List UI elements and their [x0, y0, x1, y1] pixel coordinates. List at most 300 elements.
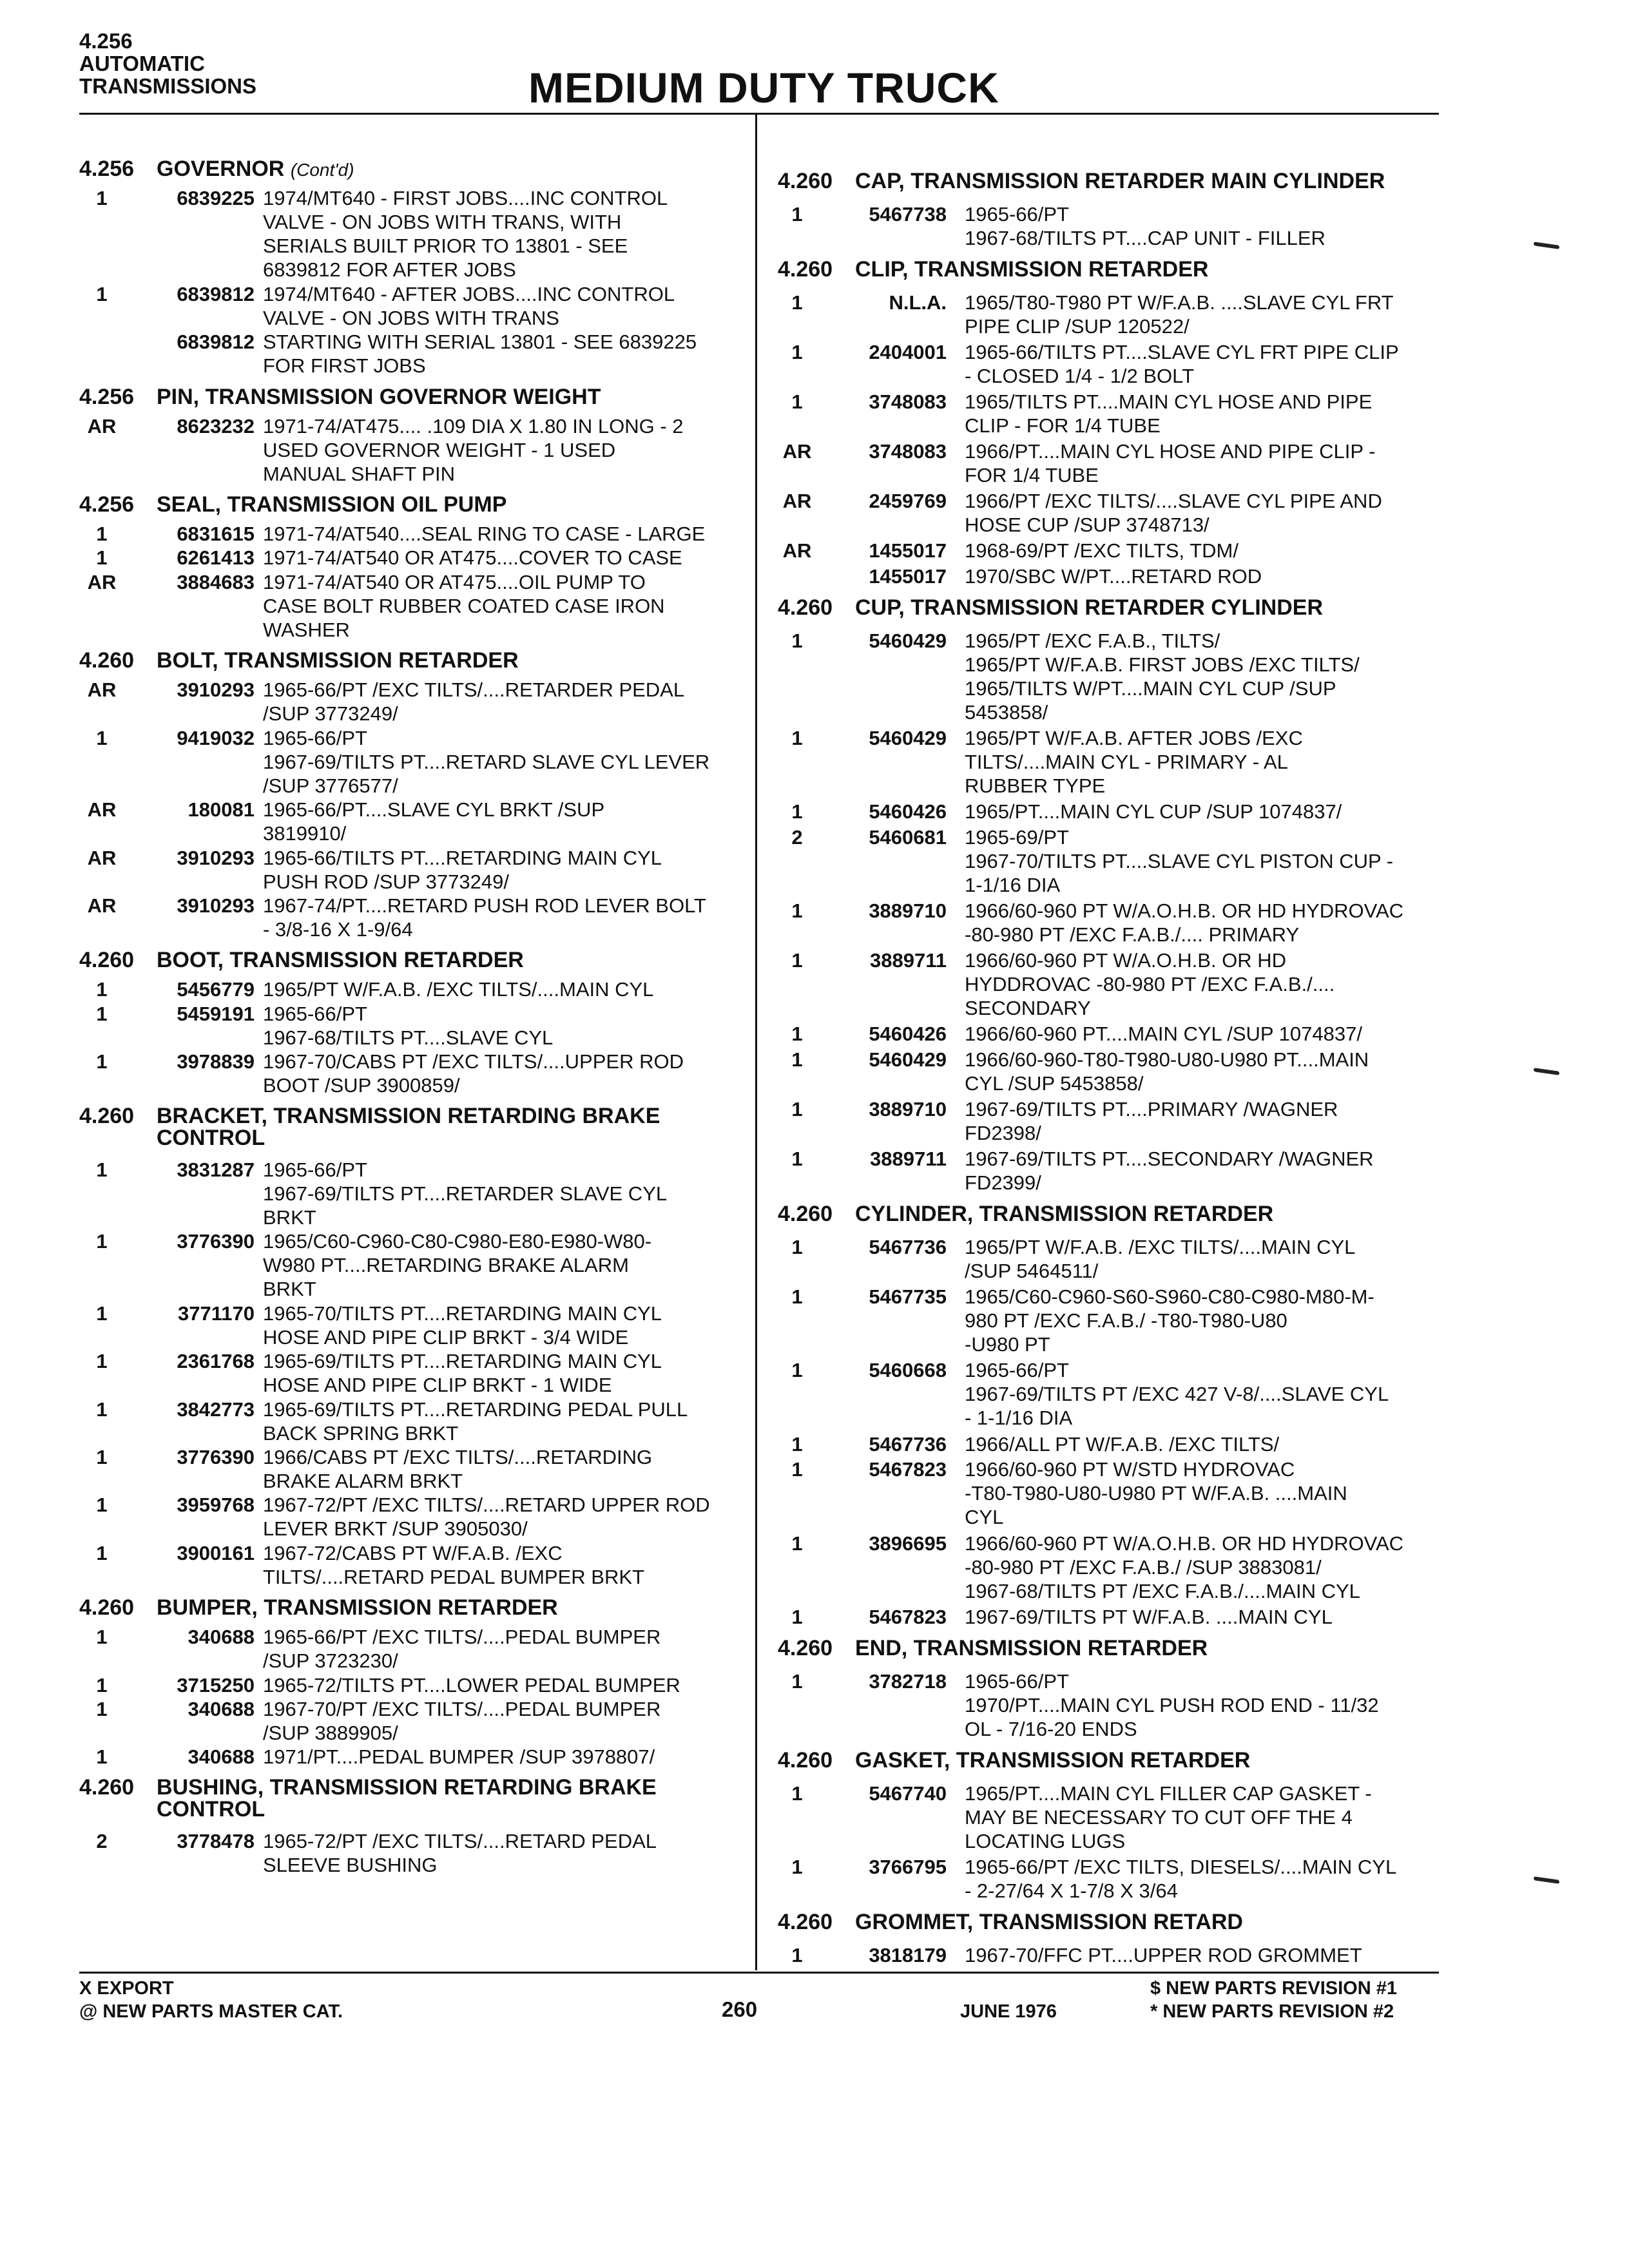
part-number: 3776390	[177, 1446, 255, 1468]
footer-divider	[79, 1972, 1439, 1974]
description-line: HOSE CUP /SUP 3748713/	[965, 514, 1210, 536]
description-line: 1965-66/TILTS PT....RETARDING MAIN CYL	[263, 846, 662, 869]
description-line: MANUAL SHAFT PIN	[263, 462, 455, 485]
part-description	[263, 678, 727, 726]
part-description	[263, 570, 727, 642]
quantity: AR	[87, 678, 117, 702]
quantity: 1	[791, 1458, 803, 1481]
part-description	[965, 800, 1429, 823]
section-number: 4.260	[79, 648, 135, 673]
footer-legend-revision-2: * NEW PARTS REVISION #2	[1150, 2001, 1394, 2022]
description-line: 1965-66/PT	[965, 1359, 1069, 1382]
quantity: 1	[96, 726, 108, 749]
description-line: 1966/60-960-T80-T980-U80-U980 PT....MAIN	[965, 1048, 1369, 1072]
quantity: 1	[791, 1098, 803, 1121]
part-description	[263, 1158, 727, 1229]
quantity: 1	[96, 978, 108, 1001]
description-line: FOR 1/4 TUBE	[965, 464, 1099, 486]
quantity: 1	[96, 1398, 108, 1421]
description-line: 1965-66/PT /EXC TILTS, DIESELS/....MAIN CYL	[965, 1856, 1397, 1878]
part-description	[263, 186, 727, 282]
part-number: 3889711	[870, 949, 947, 972]
section-heading	[79, 1104, 660, 1128]
part-number: 3766795	[869, 1856, 947, 1878]
part-number: 3884683	[177, 570, 255, 593]
description-line: 1965-66/PT....SLAVE CYL BRKT /SUP	[263, 798, 605, 822]
section-heading	[79, 157, 354, 182]
section-title-continuation: CONTROL	[157, 1797, 265, 1822]
description-line: 1965/TILTS PT....MAIN CYL HOSE AND PIPE	[965, 390, 1373, 413]
part-number: 3910293	[177, 678, 255, 702]
description-line: 1965/PT W/F.A.B. /EXC TILTS/....MAIN CYL	[263, 978, 654, 1001]
description-line: 1965-66/PT	[965, 1669, 1069, 1693]
description-line: 1965-66/PT	[263, 1002, 367, 1025]
quantity: AR	[87, 798, 117, 822]
part-number: 3715250	[177, 1673, 255, 1696]
part-number: 3889710	[869, 1098, 947, 1121]
description-line: 1970/SBC W/PT....RETARD ROD	[965, 564, 1262, 588]
description-line: 1965-66/PT	[263, 726, 367, 749]
part-description	[965, 948, 1429, 1020]
quantity: AR	[87, 846, 117, 869]
part-number: 3831287	[177, 1158, 255, 1181]
part-number: 340688	[188, 1626, 255, 1649]
part-number: 3978839	[177, 1050, 255, 1073]
description-line: 1971-74/AT540 OR AT475....COVER TO CASE	[263, 546, 682, 570]
part-description	[965, 1048, 1429, 1095]
description-line: /SUP 3776577/	[263, 774, 398, 797]
part-number: 3748083	[869, 440, 947, 463]
description-line: /SUP 3723230/	[263, 1649, 398, 1673]
margin-revision-mark	[1534, 1876, 1559, 1884]
quantity: 1	[791, 1236, 803, 1259]
description-line: 1971/PT....PEDAL BUMPER /SUP 3978807/	[263, 1745, 655, 1769]
quantity: AR	[782, 490, 812, 512]
part-number: 5467735	[869, 1285, 947, 1309]
part-description	[965, 564, 1429, 588]
part-number: 3959768	[177, 1494, 255, 1517]
section-title: CLIP, TRANSMISSION RETARDER	[855, 257, 1209, 282]
part-number: 5460426	[869, 1023, 947, 1046]
description-line: 1967-69/TILTS PT....PRIMARY /WAGNER	[965, 1098, 1338, 1121]
description-line: 1965/PT....MAIN CYL FILLER CAP GASKET -	[965, 1782, 1372, 1805]
part-description	[263, 522, 727, 546]
description-line: -80-980 PT /EXC F.A.B./.... PRIMARY	[965, 923, 1300, 947]
quantity: 1	[96, 546, 108, 570]
quantity: 1	[96, 1446, 108, 1468]
section-title: CAP, TRANSMISSION RETARDER MAIN CYLINDER	[855, 169, 1385, 193]
description-line: BACK SPRING BRKT	[263, 1421, 459, 1445]
part-description	[965, 1782, 1429, 1853]
quantity: 1	[791, 341, 803, 363]
section-title: BUMPER, TRANSMISSION RETARDER	[157, 1595, 558, 1620]
part-number: 3910293	[177, 894, 255, 917]
page-title: MEDIUM DUTY TRUCK	[528, 64, 999, 111]
part-description	[263, 1673, 727, 1697]
part-number: 5460668	[869, 1359, 947, 1382]
description-line: SECONDARY	[965, 997, 1091, 1020]
description-line: 1967-74/PT....RETARD PUSH ROD LEVER BOLT	[263, 894, 706, 917]
quantity: 1	[791, 727, 803, 749]
description-line: 1967-68/TILTS PT /EXC F.A.B./....MAIN CYL	[965, 1579, 1360, 1602]
quantity: 1	[791, 1048, 803, 1072]
quantity: 1	[96, 1002, 108, 1025]
quantity: 2	[791, 826, 803, 849]
margin-revision-mark	[1534, 1068, 1559, 1075]
quantity: 1	[791, 1148, 803, 1171]
section-heading	[79, 492, 506, 517]
description-line: 1966/CABS PT /EXC TILTS/....RETARDING	[263, 1446, 653, 1468]
quantity: 1	[791, 203, 803, 226]
part-description	[263, 1625, 727, 1673]
part-number: 3889711	[870, 1148, 947, 1171]
quantity: 1	[791, 949, 803, 972]
part-description	[965, 825, 1429, 897]
quantity: 1	[791, 390, 803, 413]
section-number: 4.256	[79, 157, 135, 181]
description-line: 1965-66/TILTS PT....SLAVE CYL FRT PIPE CLIP	[965, 341, 1399, 363]
description-line: 1970/PT....MAIN CYL PUSH ROD END - 11/32	[965, 1693, 1379, 1716]
description-line: - 2-27/64 X 1-7/8 X 3/64	[965, 1879, 1178, 1902]
section-heading	[778, 1748, 1250, 1773]
quantity: 1	[96, 1302, 108, 1325]
description-line: 1971-74/AT540 OR AT475....OIL PUMP TO	[263, 570, 646, 593]
description-line: 1965-66/PT /EXC TILTS/....PEDAL BUMPER	[263, 1626, 661, 1649]
quantity: 1	[791, 1432, 803, 1456]
section-number: 4.260	[79, 1775, 135, 1800]
part-number: 5460429	[869, 1048, 947, 1072]
quantity: AR	[87, 414, 117, 437]
description-line: 1965-72/TILTS PT....LOWER PEDAL BUMPER	[263, 1673, 680, 1696]
part-number: 3748083	[869, 390, 947, 413]
quantity: 1	[96, 1673, 108, 1696]
header-section-number: 4.256	[79, 29, 133, 53]
section-heading	[778, 1202, 1273, 1226]
description-line: /SUP 3889905/	[263, 1721, 398, 1744]
description-line: 1974/MT640 - FIRST JOBS....INC CONTROL	[263, 187, 668, 209]
part-description	[263, 414, 727, 486]
description-line: 1974/MT640 - AFTER JOBS....INC CONTROL	[263, 282, 675, 305]
part-description	[965, 1532, 1429, 1603]
part-number: 3910293	[177, 846, 255, 869]
part-number: 340688	[188, 1697, 255, 1720]
section-heading	[778, 257, 1208, 282]
part-description	[263, 726, 727, 798]
part-description	[263, 798, 727, 845]
part-description	[965, 1432, 1429, 1456]
section-title: GASKET, TRANSMISSION RETARDER	[855, 1747, 1251, 1773]
description-line: 1965-72/PT /EXC TILTS/....RETARD PEDAL	[263, 1829, 657, 1852]
section-heading	[778, 1910, 1243, 1934]
part-number: 2361768	[177, 1350, 255, 1373]
description-line: SLEEVE BUSHING	[263, 1853, 438, 1876]
part-number: 5460426	[869, 800, 947, 823]
part-number: 3842773	[177, 1398, 255, 1421]
part-description	[263, 1398, 727, 1445]
part-number: 5460681	[869, 826, 947, 849]
description-line: 1967-72/PT /EXC TILTS/....RETARD UPPER ROD	[263, 1494, 710, 1517]
part-number: 3889710	[869, 899, 947, 923]
description-line: 1966/60-960 PT W/A.O.H.B. OR HD	[965, 949, 1287, 972]
part-number: 5460429	[869, 727, 947, 749]
description-line: HOSE AND PIPE CLIP BRKT - 1 WIDE	[263, 1374, 612, 1397]
part-number: 5467736	[869, 1432, 947, 1456]
description-line: BRKT	[263, 1278, 316, 1301]
quantity: 1	[96, 1158, 108, 1181]
part-number: 1455017	[869, 539, 947, 562]
part-number: 5467823	[869, 1458, 947, 1481]
description-line: 3819910/	[263, 822, 347, 845]
part-number: 340688	[188, 1745, 255, 1769]
part-description	[965, 1147, 1429, 1195]
quantity: 1	[791, 629, 803, 652]
description-line: 1965/PT W/F.A.B. FIRST JOBS /EXC TILTS/	[965, 653, 1360, 676]
part-description	[965, 539, 1429, 562]
description-line: 1966/60-960 PT W/STD HYDROVAC	[965, 1458, 1295, 1481]
page-number: 260	[722, 1997, 758, 2021]
part-description	[965, 291, 1429, 338]
section-heading	[79, 385, 601, 409]
description-line: 1965/T80-T980 PT W/F.A.B. ....SLAVE CYL FRT	[965, 291, 1394, 314]
description-line: 1967-69/TILTS PT /EXC 427 V-8/....SLAVE CYL	[965, 1383, 1389, 1406]
description-line: - CLOSED 1/4 - 1/2 BOLT	[965, 365, 1195, 387]
description-line: FD2399/	[965, 1171, 1041, 1195]
part-number: 5467738	[869, 203, 947, 226]
part-description	[965, 439, 1429, 487]
description-line: BRAKE ALARM BRKT	[263, 1470, 463, 1492]
description-line: 1965/PT /EXC F.A.B., TILTS/	[965, 629, 1220, 652]
quantity: 1	[96, 1626, 108, 1649]
quantity: 1	[791, 1532, 803, 1555]
section-number: 4.256	[79, 492, 135, 517]
section-heading	[79, 648, 519, 673]
part-description	[263, 846, 727, 894]
section-continued-note: (Cont'd)	[290, 160, 354, 180]
section-title: BOOT, TRANSMISSION RETARDER	[157, 948, 524, 973]
part-description	[965, 390, 1429, 437]
quantity: 1	[96, 1050, 108, 1073]
quantity: 1	[791, 1669, 803, 1693]
description-line: 1967-68/TILTS PT....CAP UNIT - FILLER	[965, 227, 1325, 249]
column-divider	[755, 115, 757, 1970]
description-line: 1966/60-960 PT W/A.O.H.B. OR HD HYDROVAC	[965, 1532, 1404, 1555]
quantity: 2	[96, 1829, 108, 1852]
section-heading	[778, 169, 1385, 193]
description-line: -T80-T980-U80-U980 PT W/F.A.B. ....MAIN	[965, 1482, 1347, 1505]
description-line: 1965-66/PT	[965, 203, 1069, 226]
quantity: 1	[791, 1359, 803, 1382]
quantity: AR	[782, 440, 812, 463]
part-description	[965, 899, 1429, 947]
description-line: CYL /SUP 5453858/	[965, 1072, 1144, 1095]
description-line: BOOT /SUP 3900859/	[263, 1074, 460, 1097]
description-line: PUSH ROD /SUP 3773249/	[263, 870, 509, 893]
description-line: 5453858/	[965, 700, 1048, 724]
footer-legend-revision-1: $ NEW PARTS REVISION #1	[1150, 1978, 1397, 1999]
part-number: 6261413	[177, 546, 255, 570]
quantity: AR	[87, 894, 117, 917]
quantity: 1	[791, 1856, 803, 1878]
description-line: 1965/C60-C960-S60-S960-C80-C980-M80-M-	[965, 1285, 1374, 1309]
quantity: 1	[791, 291, 803, 314]
part-description	[263, 1445, 727, 1493]
part-number: 6839225	[177, 187, 255, 209]
description-line: 1967-68/TILTS PT....SLAVE CYL	[263, 1026, 554, 1049]
description-line: BRKT	[263, 1206, 316, 1229]
section-number: 4.260	[778, 1635, 833, 1660]
description-line: 1967-72/CABS PT W/F.A.B. /EXC	[263, 1541, 563, 1564]
quantity: 1	[96, 1745, 108, 1769]
part-description	[263, 1493, 727, 1541]
description-line: 1971-74/AT540....SEAL RING TO CASE - LARGE	[263, 523, 706, 546]
part-number: 3776390	[177, 1230, 255, 1253]
part-number: 3782718	[869, 1669, 947, 1693]
part-description	[263, 546, 727, 570]
section-title: BRACKET, TRANSMISSION RETARDING BRAKE	[157, 1104, 660, 1129]
quantity: 1	[96, 1230, 108, 1253]
description-line: 1-1/16 DIA	[965, 874, 1061, 896]
section-heading	[79, 948, 524, 972]
section-number: 4.260	[778, 595, 833, 620]
description-line: FOR FIRST JOBS	[263, 354, 426, 378]
part-number: 6831615	[177, 523, 255, 546]
quantity: 1	[96, 1350, 108, 1373]
description-line: 1966/PT /EXC TILTS/....SLAVE CYL PIPE AND	[965, 490, 1382, 512]
description-line: -U980 PT	[965, 1333, 1050, 1356]
quantity: 1	[96, 523, 108, 546]
quantity: 1	[791, 800, 803, 823]
quantity: 1	[791, 1023, 803, 1046]
description-line: CLIP - FOR 1/4 TUBE	[965, 414, 1161, 437]
footer-legend-export: X EXPORT	[79, 1978, 174, 1999]
part-number: 3778478	[177, 1829, 255, 1852]
part-description	[965, 1235, 1429, 1283]
part-number: 8623232	[177, 414, 255, 437]
section-number: 4.256	[79, 384, 135, 409]
section-title-continuation: CONTROL	[157, 1126, 265, 1151]
description-line: 1966/60-960 PT W/A.O.H.B. OR HD HYDROVAC	[965, 899, 1404, 923]
part-number: 5460429	[869, 629, 947, 652]
description-line: TILTS/....MAIN CYL - PRIMARY - AL	[965, 751, 1288, 773]
section-number: 4.260	[778, 1747, 833, 1773]
description-line: 1965-66/PT	[263, 1158, 367, 1181]
description-line: OL - 7/16-20 ENDS	[965, 1717, 1137, 1740]
description-line: 1967-69/TILTS PT....SECONDARY /WAGNER	[965, 1148, 1374, 1171]
quantity: AR	[782, 539, 812, 562]
section-heading	[79, 1595, 558, 1620]
part-description	[965, 202, 1429, 250]
section-number: 4.260	[79, 948, 135, 973]
part-description	[263, 977, 727, 1001]
quantity: 1	[791, 1782, 803, 1805]
part-number: 5456779	[177, 978, 255, 1001]
description-line: 1967-69/TILTS PT....RETARDER SLAVE CYL	[263, 1182, 668, 1205]
part-description	[263, 1697, 727, 1745]
header-divider	[79, 113, 1439, 115]
part-number: N.L.A.	[889, 291, 947, 314]
quantity: 1	[791, 1944, 803, 1966]
part-description	[965, 340, 1429, 388]
part-number: 3771170	[178, 1302, 255, 1325]
part-description	[965, 1855, 1429, 1903]
part-number: 9419032	[177, 726, 255, 749]
part-number: 5467736	[869, 1236, 947, 1259]
description-line: STARTING WITH SERIAL 13801 - SEE 6839225	[263, 331, 697, 354]
part-description	[965, 1358, 1429, 1430]
description-line: CYL	[965, 1506, 1004, 1529]
part-number: 5467740	[869, 1782, 947, 1805]
part-description	[263, 1349, 727, 1397]
description-line: 1965-69/TILTS PT....RETARDING MAIN CYL	[263, 1350, 662, 1373]
description-line: -80-980 PT /EXC F.A.B./ /SUP 3883081/	[965, 1555, 1322, 1579]
section-number: 4.260	[778, 169, 833, 193]
part-description	[965, 726, 1429, 798]
description-line: 1965/PT W/F.A.B. /EXC TILTS/....MAIN CYL	[965, 1236, 1356, 1259]
description-line: /SUP 5464511/	[965, 1260, 1099, 1283]
description-line: 1967-70/FFC PT....UPPER ROD GROMMET	[965, 1944, 1362, 1966]
description-line: SERIALS BUILT PRIOR TO 13801 - SEE	[263, 235, 628, 257]
quantity: 1	[96, 1697, 108, 1720]
section-number: 4.260	[778, 257, 833, 282]
section-title: END, TRANSMISSION RETARDER	[855, 1635, 1208, 1660]
page-header-left	[79, 30, 256, 97]
description-line: WASHER	[263, 618, 350, 641]
description-line: 1966/60-960 PT....MAIN CYL /SUP 1074837/	[965, 1023, 1362, 1046]
part-description	[263, 1302, 727, 1349]
description-line: 1965-69/TILTS PT....RETARDING PEDAL PULL	[263, 1398, 688, 1421]
description-line: MAY BE NECESSARY TO CUT OFF THE 4	[965, 1805, 1353, 1829]
section-title: PIN, TRANSMISSION GOVERNOR WEIGHT	[157, 384, 601, 409]
quantity: 1	[96, 282, 108, 305]
part-description	[965, 1605, 1429, 1629]
part-description	[263, 330, 727, 378]
description-line: 1971-74/AT475.... .109 DIA X 1.80 IN LONG - 2	[263, 414, 684, 437]
description-line: VALVE - ON JOBS WITH TRANS	[263, 306, 559, 329]
section-title: CYLINDER, TRANSMISSION RETARDER	[855, 1202, 1274, 1227]
section-heading	[79, 1775, 657, 1800]
description-line: LEVER BRKT /SUP 3905030/	[263, 1517, 528, 1541]
description-line: 1965-69/PT	[965, 826, 1069, 849]
part-description	[965, 629, 1429, 724]
part-description	[965, 1457, 1429, 1529]
part-number: 3900161	[177, 1541, 255, 1564]
description-line: 1967-70/TILTS PT....SLAVE CYL PISTON CUP -	[965, 850, 1394, 872]
part-number: 5459191	[177, 1002, 255, 1025]
part-number: 6839812	[177, 282, 255, 305]
description-line: 1965-66/PT /EXC TILTS/....RETARDER PEDAL	[263, 678, 685, 702]
description-line: 1967-69/TILTS PT W/F.A.B. ....MAIN CYL	[965, 1605, 1333, 1628]
section-title: BOLT, TRANSMISSION RETARDER	[157, 648, 519, 673]
description-line: 1966/ALL PT W/F.A.B. /EXC TILTS/	[965, 1432, 1280, 1456]
description-line: USED GOVERNOR WEIGHT - 1 USED	[263, 438, 616, 461]
description-line: 1967-70/CABS PT /EXC TILTS/....UPPER ROD	[263, 1050, 684, 1073]
footer-legend-new-master: @ NEW PARTS MASTER CAT.	[79, 2001, 343, 2022]
margin-revision-mark	[1534, 242, 1559, 249]
description-line: LOCATING LUGS	[965, 1829, 1126, 1852]
description-line: 1965/C60-C960-C80-C980-E80-E980-W80-	[263, 1230, 652, 1253]
part-number: 2459769	[869, 490, 947, 512]
part-description	[965, 1285, 1429, 1356]
section-title: GOVERNOR	[157, 157, 285, 181]
quantity: AR	[87, 570, 117, 593]
description-line: 1965/TILTS W/PT....MAIN CYL CUP /SUP	[965, 677, 1336, 700]
description-line: PIPE CLIP /SUP 120522/	[965, 315, 1190, 338]
part-number: 2404001	[869, 341, 947, 363]
section-number: 4.260	[79, 1104, 135, 1129]
part-description	[965, 1022, 1429, 1046]
quantity: 1	[96, 1541, 108, 1564]
part-description	[263, 1829, 727, 1877]
